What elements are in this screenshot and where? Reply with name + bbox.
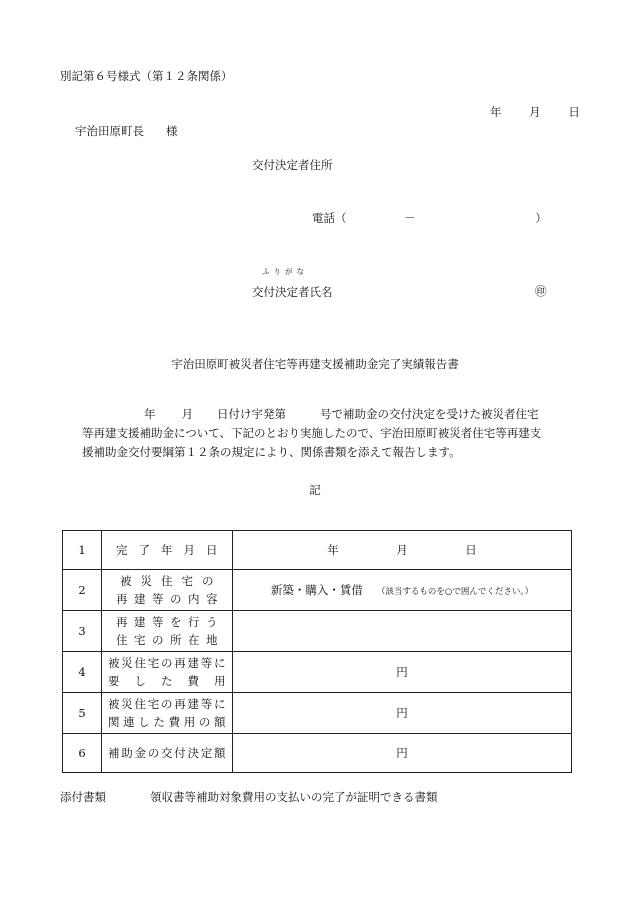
row-item-line: 被災住宅の再建等に [108,697,226,711]
row-item [102,570,233,611]
body-line-3: 援補助金交付要綱第１２条の規定により、関係書類を添えて報告します。 [82,445,461,459]
row-item-line: 被 災 住 宅 の [120,574,214,588]
date-month: 月 [529,105,541,119]
row-number: 2 [63,570,102,611]
body-month: 月 [181,407,193,421]
row-number: 5 [63,693,102,734]
document-title: 宇治田原町被災者住宅等再建支援補助金完了実績報告書 [171,357,459,371]
row-item-line: 再 建 等 を 行 う [116,615,218,629]
date-year: 年 [490,105,502,119]
table-row [63,611,572,652]
row-value-note: （該当するものを○で囲んでください。） [376,587,534,597]
row-item-line: 再 建 等 の 内 容 [116,592,218,606]
applicant-address-label: 交付決定者住所 [252,158,333,172]
row-number: 6 [63,734,102,773]
row-item-line: 完 了 年 月 日 [116,543,218,557]
row-item-line: 被災住宅の再建等に [108,656,226,670]
addressee [75,123,178,139]
seal-mark: ㊞ [535,284,547,298]
phone-line [312,210,547,226]
phone-dash: － [404,211,416,225]
body-year: 年 [144,407,156,421]
body-day: 日付け宇発第 [217,407,286,421]
phone-label: 電話（ [312,211,347,225]
addressee-name: 宇治田原町長 [75,124,144,138]
table-row [63,734,572,773]
addressee-honorific: 様 [166,124,178,138]
report-table [62,530,572,773]
row-number: 4 [63,652,102,693]
row-item [102,531,233,570]
applicant-name-label: 交付決定者氏名 [252,285,333,299]
table-row [63,652,572,693]
form-number: 別記第６号様式（第１２条関係） [60,69,233,83]
furigana-label: ふりがな [262,267,308,276]
row-number: 3 [63,611,102,652]
row-item-line: 住 宅 の 所 在 地 [116,633,218,647]
table-row [63,531,572,570]
row-item [102,652,233,693]
row-number: 1 [63,531,102,570]
body-number: 号で補助金の交付決定を受けた被災者住宅 [320,407,539,421]
attachment-line [60,789,438,805]
table-row [63,693,572,734]
row-value: 円 [233,693,572,734]
date-day: 日 [568,105,580,119]
table-row [63,570,572,611]
attachment-text: 領収書等補助対象費用の支払いの完了が証明できる書類 [150,790,438,804]
row-value [233,570,572,611]
row-value: 年 月 日 [233,531,572,570]
row-item-line: 関連した費用の額 [108,715,226,729]
row-value-text: 新築・購入・賃借 [270,583,363,597]
row-value: 円 [233,734,572,773]
row-item-line: 補助金の交付決定額 [108,746,226,760]
row-item [102,693,233,734]
body-line-1 [82,405,572,424]
attachment-label: 添付書類 [60,790,106,804]
body-paragraph [82,405,572,462]
row-item [102,611,233,652]
ki-heading: 記 [309,483,321,497]
row-item [102,734,233,773]
row-value: 円 [233,652,572,693]
body-line-2: 等再建支援補助金について、下記のとおり実施したので、宇治田原町被災者住宅等再建支 [82,426,542,440]
phone-close: ） [535,211,547,225]
date-line [490,104,580,120]
row-value [233,611,572,652]
row-item-line: 要 し た 費 用 [108,674,226,688]
